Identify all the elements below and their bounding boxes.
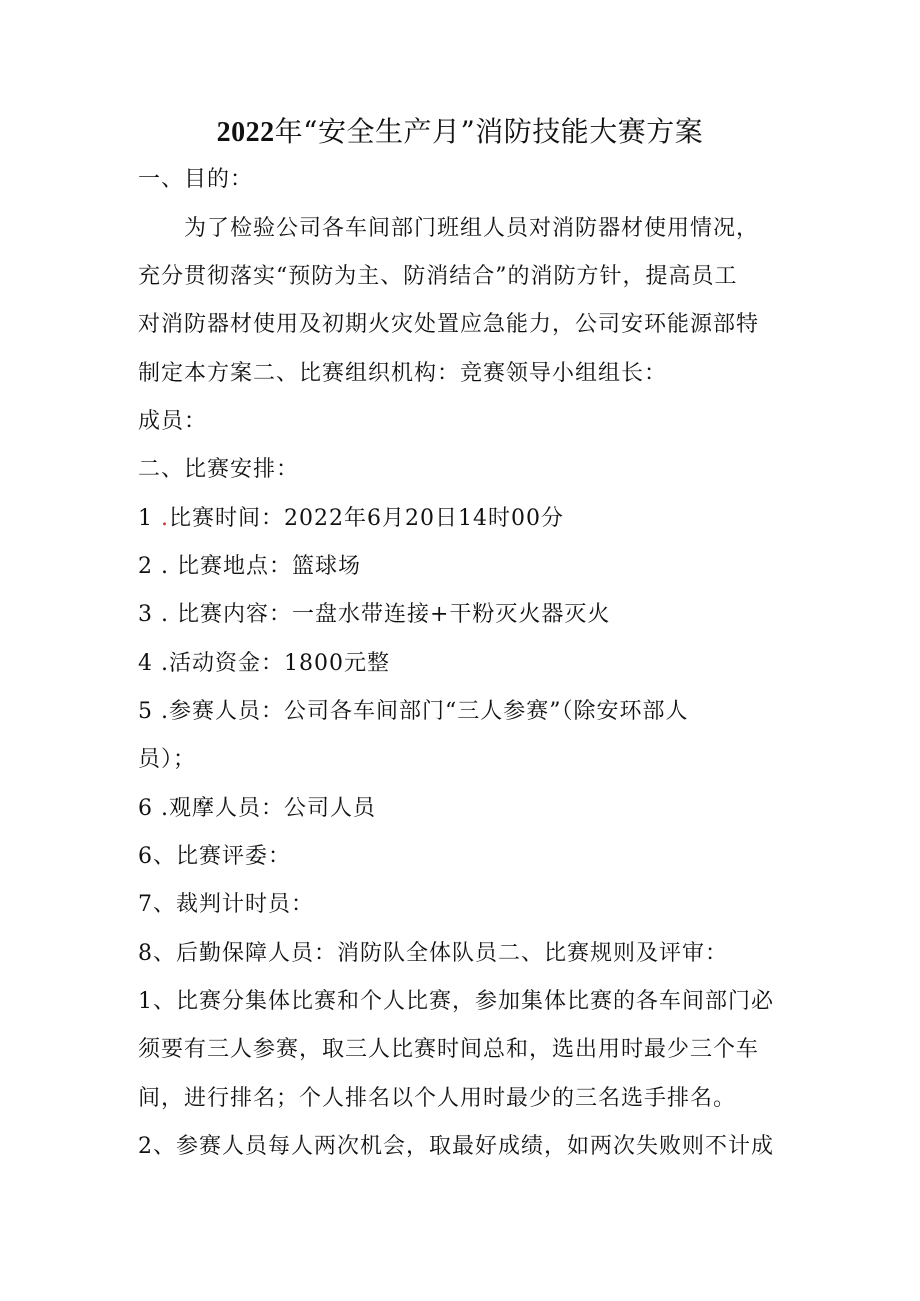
list-item-timekeepers: 7、裁判计时员： — [138, 892, 314, 917]
list-item-judges: 6、比赛评委： — [138, 844, 291, 869]
list-item-time: 1 .比赛时间：2022年6月20日14时00分 — [138, 506, 564, 531]
document-title — [0, 112, 920, 153]
section-heading-arrangement: 二、比赛安排： — [138, 457, 300, 482]
rule-line: 须要有三人参赛，取三人比赛时间总和，选出用时最少三个车 — [138, 1037, 760, 1062]
paragraph-line: 为了检验公司各车间部门班组人员对消防器材使用情况， — [184, 216, 760, 241]
title-year: 2022 — [216, 117, 275, 148]
list-item-funds: 4 .活动资金：1800元整 — [138, 651, 390, 676]
rule-line: 1、比赛分集体比赛和个人比赛，参加集体比赛的各车间部门必 — [138, 989, 774, 1014]
list-item-participants-cont: 员）； — [138, 747, 197, 772]
list-marker-dot: . — [161, 506, 169, 531]
paragraph-line: 充分贯彻落实“预防为主、防消结合”的消防方针，提高员工 — [138, 264, 738, 289]
list-item-location: 2 . 比赛地点：篮球场 — [138, 554, 361, 579]
paragraph-line: 对消防器材使用及初期火灾处置应急能力，公司安环能源部特 — [138, 312, 760, 337]
paragraph-line: 制定本方案二、比赛组织机构：竞赛领导小组组长： — [138, 361, 668, 386]
list-item-content: 3 . 比赛内容：一盘水带连接+干粉灭火器灭火 — [138, 602, 611, 627]
list-item-participants: 5 .参赛人员：公司各车间部门“三人参赛”（除安环部人 — [138, 699, 689, 724]
rule-line: 2、参赛人员每人两次机会，取最好成绩，如两次失败则不计成 — [138, 1134, 774, 1159]
section-heading-purpose: 一、目的： — [138, 167, 254, 192]
members-line: 成员： — [138, 409, 208, 434]
list-item-logistics: 8、后勤保障人员：消防队全体队员二、比赛规则及评审： — [138, 941, 728, 966]
rule-line: 间，进行排名；个人排名以个人用时最少的三名选手排名。 — [138, 1086, 737, 1111]
title-text: 年“安全生产月”消防技能大赛方案 — [274, 115, 704, 148]
list-item-observers: 6 .观摩人员：公司人员 — [138, 796, 376, 821]
